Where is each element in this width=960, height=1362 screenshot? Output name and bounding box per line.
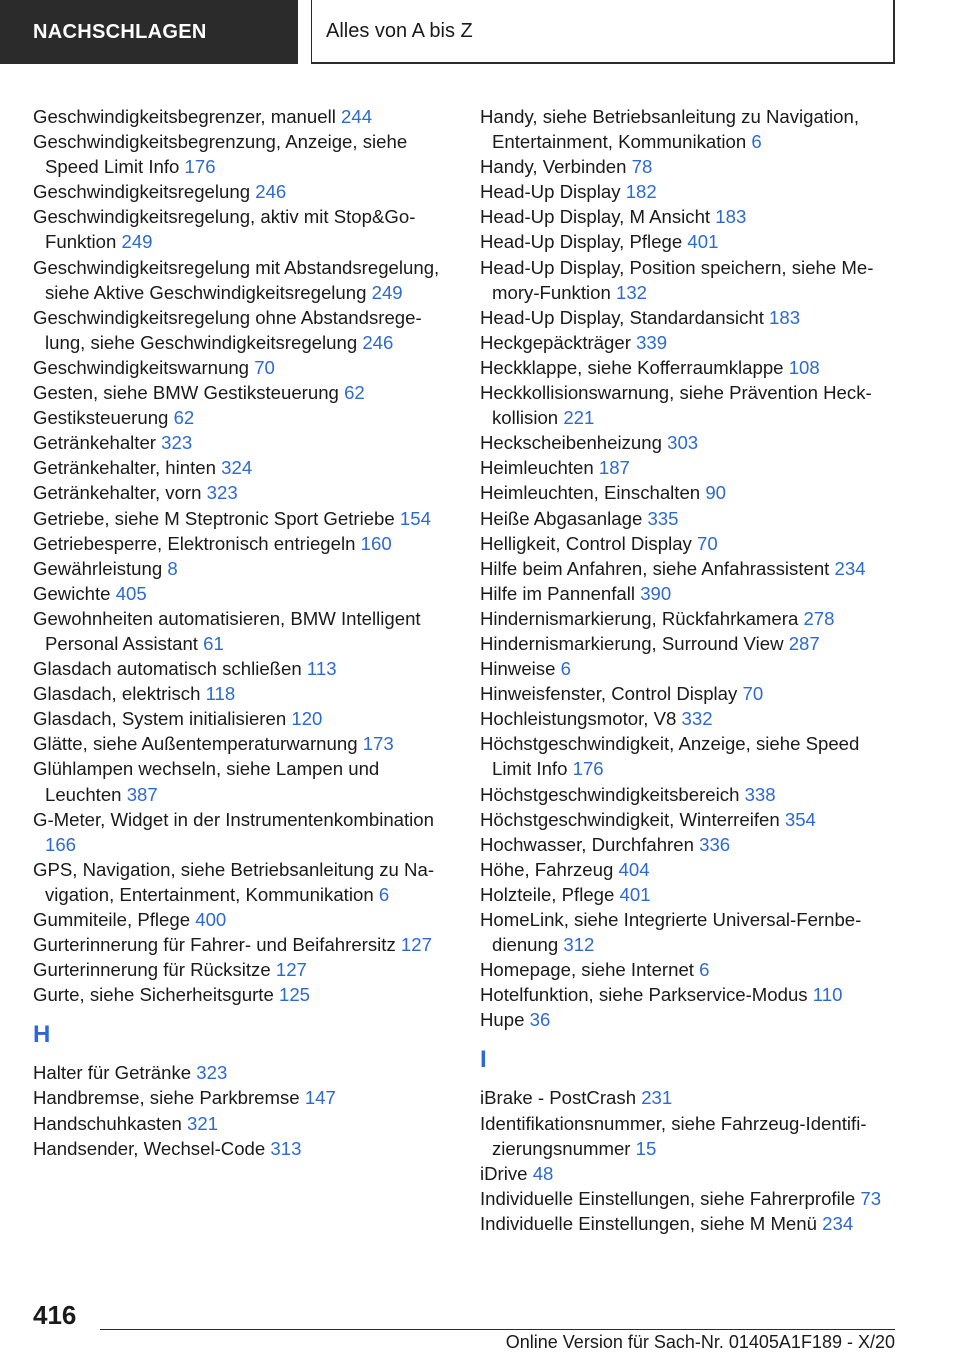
index-entry-text: Glasdach automatisch schließen [33, 658, 302, 680]
entries-h [33, 1060, 448, 1160]
index-entry [33, 1111, 448, 1136]
index-entry [480, 1186, 900, 1211]
index-entry [480, 355, 900, 380]
index-entry-text: Heckscheibenheizung [480, 432, 662, 454]
index-entry [33, 455, 448, 480]
index-entry [33, 807, 448, 857]
index-page-link[interactable]: 246 [255, 181, 287, 203]
index-entry-text: Head-Up Display, Standardansicht [480, 306, 764, 328]
index-page-link[interactable]: 183 [715, 206, 747, 228]
index-entry-text: Hochwasser, Durchfahren [480, 833, 694, 855]
index-page-link[interactable]: 390 [640, 582, 672, 604]
index-entry-text: GPS, Navigation, siehe Betriebsanleitung zu Navigation, Entertainment, Kommunikation [33, 858, 435, 905]
index-entry-text: Höchstgeschwindigkeitsbereich [480, 783, 740, 805]
index-entry [480, 1007, 900, 1032]
index-entry-text: Handy, Verbinden [480, 156, 627, 178]
index-page-link[interactable]: 125 [278, 984, 311, 1006]
index-entry [33, 932, 448, 957]
index-page-link[interactable]: 287 [788, 632, 820, 654]
index-entry [33, 480, 448, 505]
index-entry-text: Hilfe beim Anfahren, siehe Anfahrassistent [480, 557, 830, 579]
index-entry [480, 907, 900, 957]
index-entry [480, 681, 900, 706]
index-entry-text: Halter für Getränke [33, 1062, 192, 1084]
chapter-tab: NACHSCHLAGEN [0, 0, 298, 64]
index-entry [33, 255, 448, 305]
index-entry [33, 731, 448, 756]
index-entry-text: Gurterinnerung für Rücksitze [33, 959, 271, 981]
index-entry [33, 957, 448, 982]
index-entry-text: Geschwindigkeitsregelung, aktiv mit Stop&Go-Funktion [33, 206, 416, 253]
index-page-link[interactable]: 147 [304, 1087, 336, 1109]
index-page-link[interactable]: 8 [167, 557, 178, 579]
index-page-link[interactable]: 404 [618, 858, 650, 880]
index-entry [33, 656, 448, 681]
index-page-link[interactable]: 323 [206, 482, 238, 504]
index-page-link[interactable]: 401 [619, 883, 651, 905]
index-page-link[interactable]: 354 [784, 808, 816, 830]
footer-text: Online Version für Sach-Nr. 01405A1F189 - X/20 [505, 1332, 895, 1352]
index-entry-text: Getriebe, siehe M Steptronic Sport Getriebe [33, 507, 395, 529]
index-page-link[interactable]: 231 [641, 1087, 673, 1109]
index-entry [480, 606, 900, 631]
index-entry-text: Gewichte [33, 582, 111, 604]
index-entry-text: Geschwindigkeitswarnung [33, 356, 250, 378]
index-page-link[interactable]: 400 [195, 909, 227, 930]
index-entry [33, 857, 448, 907]
index-entry-text: Höchstgeschwindigkeit, Anzeige, siehe Speed Limit Info [480, 733, 860, 780]
index-entry [33, 907, 448, 932]
index-entry-text: Handsender, Wechsel-Code [33, 1137, 266, 1159]
index-page-link[interactable]: 73 [860, 1187, 882, 1209]
index-entry [480, 229, 900, 254]
index-page-link[interactable]: 249 [371, 281, 403, 303]
index-entry-text: Geschwindigkeitsregelung mit Abstandsregelung, siehe Aktive Geschwindigkeitsregelung [33, 256, 440, 303]
index-page-link[interactable]: 249 [121, 231, 153, 253]
index-entry [480, 330, 900, 355]
index-entry [33, 380, 448, 405]
index-entry-text: Holzteile, Pflege [480, 883, 615, 905]
index-entry-text: Hindernismarkierung, Surround View [480, 632, 784, 654]
index-entry [33, 606, 448, 656]
index-page-link[interactable]: 221 [563, 407, 595, 429]
index-entry-text: HomeLink, siehe Integrierte Universal-Fernbedienung [480, 909, 862, 956]
index-entry [480, 857, 900, 882]
index-entry [480, 104, 900, 154]
index-page-link[interactable]: 110 [812, 984, 843, 1006]
index-page-link[interactable]: 338 [744, 783, 776, 805]
index-page-link[interactable]: 278 [803, 607, 835, 629]
index-entry-text: Glätte, siehe Außentemperaturwarnung [33, 733, 358, 755]
index-entry [480, 380, 900, 430]
index-entry [33, 581, 448, 606]
index-entry-text: Handy, siehe Betriebsanleitung zu Navigation, Entertainment, Kommunikation [480, 106, 859, 153]
index-page-link[interactable]: 405 [115, 582, 147, 604]
index-entry [33, 531, 448, 556]
index-page-link[interactable]: 401 [687, 231, 719, 253]
index-page-link[interactable]: 323 [161, 432, 193, 454]
entries-h-continued [480, 104, 900, 1032]
index-entry-text: Gesten, siehe BMW Gestiksteuerung [33, 382, 339, 404]
index-entry [33, 104, 448, 129]
index-entry-text: Head-Up Display, Position speichern, siehe Memory-Funktion [480, 256, 874, 303]
index-entry-text: Getränkehalter, hinten [33, 457, 216, 479]
index-entry-text: Gestiksteuerung [33, 407, 169, 429]
index-page-link[interactable]: 313 [270, 1137, 302, 1159]
index-page-link[interactable]: 176 [572, 758, 604, 780]
index-entry [33, 1136, 448, 1161]
index-page-link[interactable]: 323 [196, 1062, 228, 1084]
index-entry-text: Heiße Abgasanlage [480, 507, 643, 529]
index-entry-text: Geschwindigkeitsbegrenzer, manuell [33, 106, 336, 127]
index-entry-text: Handschuhkasten [33, 1112, 182, 1134]
index-entry-text: Heckklappe, siehe Kofferraumklappe [480, 356, 784, 378]
index-entry-text: Gewohnheiten automatisieren, BMW Intelligent Personal Assistant [33, 607, 421, 654]
index-entry-text: Getriebesperre, Elektronisch entriegeln [33, 532, 356, 554]
index-entry [33, 179, 448, 204]
index-page-link[interactable]: 36 [529, 1009, 551, 1031]
index-page-link[interactable]: 62 [173, 407, 195, 429]
index-page-link[interactable]: 15 [635, 1137, 657, 1159]
index-page-link[interactable]: 335 [647, 507, 679, 529]
index-page-link[interactable]: 332 [681, 708, 713, 730]
index-entry [33, 706, 448, 731]
index-entry [480, 255, 900, 305]
index-entry [33, 405, 448, 430]
index-entry [480, 706, 900, 731]
index-page-link[interactable]: 62 [344, 382, 365, 404]
index-page-link[interactable]: 336 [699, 833, 731, 855]
index-page-link[interactable]: 160 [360, 532, 392, 554]
index-page-link[interactable]: 6 [699, 959, 710, 981]
index-entry-text: Helligkeit, Control Display [480, 532, 692, 554]
index-entry [480, 656, 900, 681]
index-entry-text: Heckkollisionswarnung, siehe Prävention Heckkollision [480, 382, 872, 429]
index-entry-text: Glasdach, elektrisch [33, 683, 201, 705]
index-page-link[interactable]: 176 [184, 156, 216, 178]
index-entry [480, 1161, 900, 1186]
index-page-link[interactable]: 166 [45, 833, 77, 855]
index-entry [480, 204, 900, 229]
index-entry-text: Hupe [480, 1009, 525, 1031]
index-entry [480, 179, 900, 204]
index-entry-text: Head-Up Display, M Ansicht [480, 206, 711, 228]
index-entry-text: Höchstgeschwindigkeit, Winterreifen [480, 808, 780, 830]
section-title: Alles von A bis Z [311, 0, 895, 64]
index-entry-text: Head-Up Display [480, 181, 621, 203]
index-entry [480, 731, 900, 781]
index-entry-text: Hotelfunktion, siehe Parkservice-Modus [480, 984, 808, 1006]
index-page-link[interactable]: 6 [378, 883, 390, 905]
index-entry-text: Geschwindigkeitsregelung ohne Abstandsregelung, siehe Geschwindigkeitsregelung [33, 306, 422, 353]
index-entry [480, 305, 900, 330]
index-page-link[interactable]: 70 [254, 356, 275, 378]
index-entry-text: Getränkehalter [33, 432, 156, 454]
index-entry-text: Homepage, siehe Internet [480, 959, 694, 981]
index-entry [480, 581, 900, 606]
index-entry-text: Hindernismarkierung, Rückfahrkamera [480, 607, 799, 629]
page-header [0, 0, 960, 64]
letter-heading-h: H [33, 1021, 51, 1049]
index-entry [480, 154, 900, 179]
index-page-link[interactable]: 234 [822, 1212, 854, 1234]
index-entry-text: Hochleistungsmotor, V8 [480, 708, 677, 730]
index-entry-text: Gewährleistung [33, 557, 163, 579]
entries-g [33, 104, 448, 1007]
index-entry [480, 832, 900, 857]
entries-i [480, 1085, 900, 1236]
index-entry [33, 204, 448, 254]
index-page-link[interactable]: 48 [532, 1162, 554, 1184]
index-entry [480, 556, 900, 581]
index-entry [480, 1111, 900, 1161]
index-page-link[interactable]: 78 [631, 156, 653, 178]
footer-divider [100, 1329, 895, 1330]
index-page-link[interactable]: 90 [705, 482, 727, 504]
index-page-link[interactable]: 6 [751, 131, 762, 153]
index-page-link[interactable]: 173 [362, 733, 394, 755]
index-page-link[interactable]: 6 [560, 658, 571, 680]
index-entry [480, 506, 900, 531]
index-entry-text: Heimleuchten, Einschalten [480, 482, 701, 504]
index-entry-text: iBrake - PostCrash [480, 1087, 637, 1109]
index-entry [480, 631, 900, 656]
index-page-link[interactable]: 61 [203, 632, 224, 654]
index-entry [480, 430, 900, 455]
index-entry [33, 1085, 448, 1110]
index-entry-text: Individuelle Einstellungen, siehe M Menü [480, 1212, 817, 1234]
index-page-link[interactable]: 182 [625, 181, 657, 203]
index-page-link[interactable]: 312 [563, 934, 595, 956]
index-entry [33, 556, 448, 581]
index-entry [33, 129, 448, 179]
index-page-link[interactable]: 246 [362, 331, 394, 353]
index-page-link[interactable]: 387 [126, 783, 158, 805]
index-page-link[interactable]: 127 [400, 934, 432, 956]
index-entry [33, 756, 448, 806]
index-entry [33, 305, 448, 355]
index-page-link[interactable]: 132 [616, 281, 648, 303]
index-entry-text: Heckgepäckträger [480, 331, 631, 353]
index-column-left [33, 104, 448, 1161]
index-entry-text: Glühlampen wechseln, siehe Lampen und Leuchten [33, 758, 380, 805]
index-page-link[interactable]: 70 [742, 683, 764, 705]
index-entry-text: iDrive [480, 1162, 528, 1184]
index-entry-text: Geschwindigkeitsbegrenzung, Anzeige, siehe Speed Limit Info [33, 131, 408, 178]
index-entry-text: Getränkehalter, vorn [33, 482, 202, 504]
index-entry [480, 1211, 900, 1236]
index-entry [480, 882, 900, 907]
index-entry-text: Gurte, siehe Sicherheitsgurte [33, 984, 274, 1006]
index-entry [480, 782, 900, 807]
index-entry-text: Gurterinnerung für Fahrer- und Beifahrersitz [33, 934, 396, 956]
index-page-link[interactable]: 183 [769, 306, 801, 328]
index-entry [480, 480, 900, 505]
index-entry [33, 681, 448, 706]
index-entry [33, 355, 448, 380]
index-entry-text: Hilfe im Pannenfall [480, 582, 636, 604]
index-entry-text: Hinweise [480, 658, 556, 680]
index-entry-text: Handbremse, siehe Parkbremse [33, 1087, 300, 1109]
index-entry [480, 957, 900, 982]
index-entry [480, 531, 900, 556]
index-entry-text: Identifikationsnummer, siehe Fahrzeug-Identifizierungsnummer [480, 1112, 867, 1159]
index-page-link[interactable]: 303 [667, 432, 699, 454]
index-page-link[interactable]: 154 [399, 507, 431, 529]
index-entry-text: Head-Up Display, Pflege [480, 231, 683, 253]
index-page-link[interactable]: 120 [291, 708, 323, 730]
index-page-link[interactable]: 234 [834, 557, 866, 579]
index-entry-text: Hinweisfenster, Control Display [480, 683, 738, 705]
index-page-link[interactable]: 108 [788, 356, 820, 378]
index-entry [33, 1060, 448, 1085]
index-page-link[interactable]: 127 [275, 959, 307, 981]
index-entry [480, 982, 900, 1007]
index-page-link[interactable]: 187 [598, 457, 630, 479]
index-entry [480, 807, 900, 832]
index-page-link[interactable]: 244 [341, 106, 373, 127]
index-entry-text: Individuelle Einstellungen, siehe Fahrerprofile [480, 1187, 856, 1209]
index-column-right [480, 104, 900, 1236]
index-entry-text: Geschwindigkeitsregelung [33, 181, 251, 203]
index-entry-text: Gummiteile, Pflege [33, 909, 191, 930]
page-number: 416 [33, 1300, 77, 1330]
index-page-link[interactable]: 70 [697, 532, 718, 554]
index-page-link[interactable]: 324 [221, 457, 253, 479]
index-entry [33, 430, 448, 455]
index-page-link[interactable]: 113 [306, 658, 337, 680]
index-page-link[interactable]: 321 [187, 1112, 219, 1134]
index-entry-text: Höhe, Fahrzeug [480, 858, 614, 880]
index-page-link[interactable]: 339 [636, 331, 668, 353]
index-entry [33, 982, 448, 1007]
index-entry [480, 455, 900, 480]
index-entry-text: Heimleuchten [480, 457, 594, 479]
index-entry [33, 506, 448, 531]
letter-heading-i: I [480, 1046, 487, 1074]
index-entry-text: G-Meter, Widget in der Instrumentenkombination [33, 808, 434, 830]
index-entry [480, 1085, 900, 1110]
index-entry-text: Glasdach, System initialisieren [33, 708, 287, 730]
index-page-link[interactable]: 118 [205, 683, 236, 705]
